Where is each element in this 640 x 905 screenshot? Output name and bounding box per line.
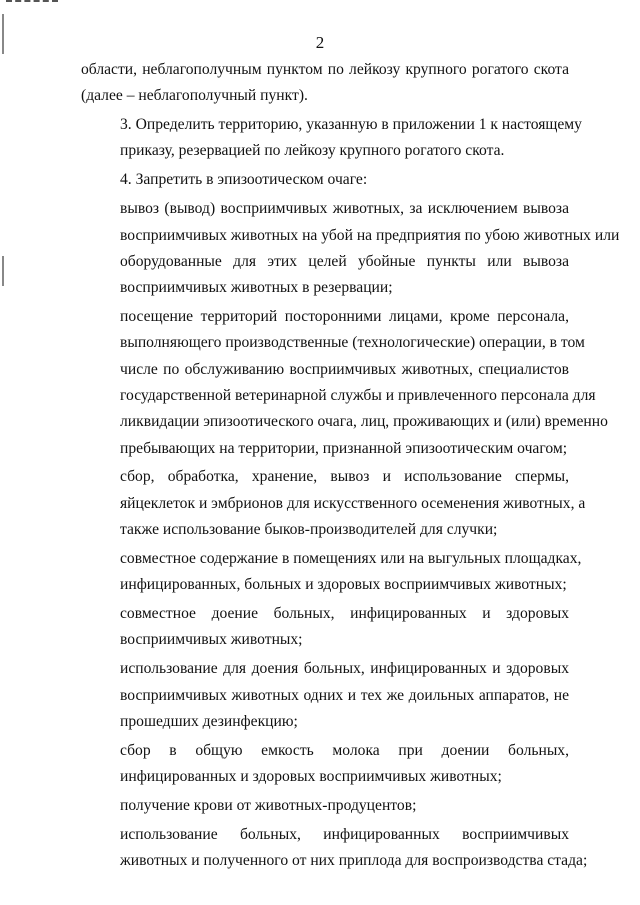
text-line: приказу, резервацией по лейкозу крупного рогатого скота.	[120, 142, 505, 160]
text-line: пребывающих на территории, признанной эпизоотическим очагом;	[120, 439, 568, 457]
text-line: инфицированных, больных и здоровых восприимчивых животных;	[120, 576, 567, 594]
text-line: выполняющего производственные (технологические) операции, в том	[120, 334, 585, 352]
text-line: прошедших дезинфекцию;	[120, 712, 298, 730]
text-line: области, неблагополучным пунктом по лейкозу крупного рогатого скота	[81, 61, 569, 78]
paragraph	[81, 656, 569, 735]
text-line: совместное содержание в помещениях или на выгульных площадках,	[120, 549, 582, 567]
document-body	[81, 57, 620, 877]
paragraph	[81, 112, 582, 165]
text-line: восприимчивых животных на убой на предприятия по убою животных или	[120, 226, 620, 244]
paragraph	[81, 304, 608, 462]
text-line: получение крови от животных-продуцентов;	[120, 796, 417, 814]
paragraph	[81, 793, 569, 819]
paragraph	[81, 601, 569, 654]
page-number: 2	[315, 33, 325, 52]
paragraph	[81, 738, 569, 791]
text-line: 4. Запретить в эпизоотическом очаге:	[120, 171, 368, 189]
text-line: восприимчивых животных;	[120, 631, 303, 649]
text-line: животных и полученного от них приплода для воспроизводства стада;	[120, 852, 588, 870]
text-line: посещение территорий посторонними лицами, кроме персонала,	[120, 308, 569, 326]
paragraph	[81, 57, 569, 110]
text-line: государственной ветеринарной службы и привлеченного персонала для	[120, 386, 596, 404]
scan-edge-tick	[2, 256, 4, 286]
text-line: числе по обслуживанию восприимчивых животных, специалистов	[120, 360, 569, 378]
paragraph	[81, 196, 620, 301]
text-line: 3. Определить территорию, указанную в приложении 1 к настоящему	[120, 116, 582, 134]
text-line: сбор в общую емкость молока при доении больных,	[120, 741, 569, 759]
text-line: восприимчивых животных одних и тех же доильных аппаратов, не	[120, 686, 569, 704]
text-line: использование больных, инфицированных восприимчивых	[120, 825, 569, 843]
paragraph	[81, 167, 569, 193]
text-line: оборудованные для этих целей убойные пункты или вывоза	[120, 252, 569, 270]
scan-edge-mark	[6, 0, 58, 5]
text-line: сбор, обработка, хранение, вывоз и использование спермы,	[120, 468, 569, 486]
text-line: яйцеклеток и эмбрионов для искусственного осеменения животных, а	[120, 494, 586, 512]
paragraph	[81, 546, 582, 599]
text-line: (далее – неблагополучный пункт).	[81, 87, 308, 105]
text-line: совместное доение больных, инфицированных и здоровых	[120, 605, 569, 623]
text-line: также использование быков-производителей для случки;	[120, 521, 498, 539]
text-line: восприимчивых животных в резервации;	[120, 279, 393, 297]
text-line: использование для доения больных, инфицированных и здоровых	[120, 660, 569, 678]
text-line: ликвидации эпизоотического очага, лиц, проживающих и (или) временно	[120, 413, 608, 431]
text-line: инфицированных и здоровых восприимчивых животных;	[120, 768, 502, 786]
text-line: вывоз (вывод) восприимчивых животных, за исключением вывоза	[120, 200, 569, 218]
paragraph	[81, 822, 588, 875]
paragraph	[81, 464, 586, 543]
